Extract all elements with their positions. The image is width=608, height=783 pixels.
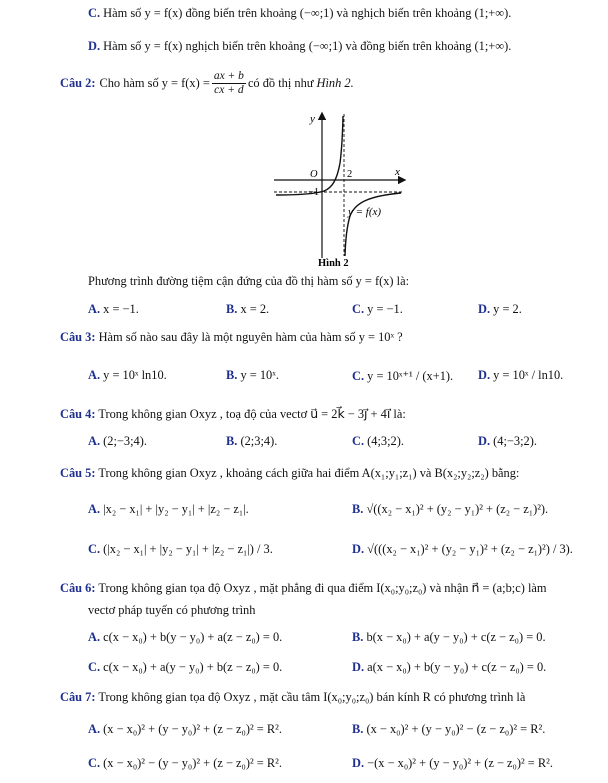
- option-text: x = −1.: [103, 302, 139, 316]
- question-2-option-c: [352, 302, 403, 317]
- option-label: C.: [352, 369, 365, 383]
- question-6-option-a: [88, 630, 282, 645]
- fraction-denominator: cx + d: [214, 84, 244, 96]
- question-2-option-a: [88, 302, 139, 317]
- question-3-option-a: [88, 368, 167, 383]
- question-stem: Trong không gian Oxyz , toạ độ của vectơ u⃗ = 2k⃗ − 3j⃗ + 4i⃗ là:: [98, 407, 406, 421]
- figure-caption: Hình 2: [318, 258, 349, 268]
- option-text: Hàm số y = f(x) nghịch biến trên khoảng (−∞;1) và đồng biến trên khoảng (1;+∞).: [103, 39, 512, 53]
- prev-option-c: [88, 6, 511, 21]
- stem-fraction: [212, 70, 246, 97]
- question-4-option-a: [88, 434, 147, 449]
- question-5-option-b: [352, 502, 548, 517]
- option-text: y = 10ˣ ln10.: [103, 368, 167, 382]
- question-6-stem-line2: vectơ pháp tuyến có phương trình: [88, 603, 256, 617]
- question-7-option-c: [88, 756, 282, 771]
- option-label: D.: [478, 368, 491, 382]
- option-label: C.: [352, 434, 365, 448]
- option-text: (x − x₀)² + (y − y₀)² − (z − z₀)² = R².: [366, 722, 546, 736]
- question-7-option-d: [352, 756, 553, 771]
- question-label: Câu 7:: [60, 690, 96, 704]
- question-5-stem: [60, 466, 519, 481]
- option-text: a(x − x₀) + b(y − y₀) + c(z − z₀) = 0.: [367, 660, 547, 674]
- y-axis-label: y: [310, 113, 315, 125]
- option-text: y = 2.: [493, 302, 522, 316]
- option-label: D.: [88, 39, 101, 53]
- question-label: Câu 5:: [60, 466, 96, 480]
- option-label: A.: [88, 434, 101, 448]
- question-stem-before: Cho hàm số y = f(x) =: [99, 76, 210, 90]
- question-label: Câu 6:: [60, 581, 96, 595]
- question-stem-line1: Trong không gian tọa độ Oxyz , mặt phẳng đi qua điểm I(x₀;y₀;z₀) và nhận n⃗ = (a;b;c) làm: [98, 581, 547, 595]
- option-label: B.: [226, 302, 238, 316]
- option-text: √((x₂ − x₁)² + (y₂ − y₁)² + (z₂ − z₁)²).: [366, 502, 549, 516]
- option-text: (4;−3;2).: [493, 434, 537, 448]
- question-7-option-b: [352, 722, 545, 737]
- question-4-option-d: [478, 434, 537, 449]
- prev-option-d: [88, 39, 511, 54]
- question-3-stem: [60, 330, 403, 345]
- x-axis-label: x: [395, 166, 400, 178]
- option-label: C.: [88, 660, 101, 674]
- option-text: (|x₂ − x₁| + |y₂ − y₁| + |z₂ − z₁|) / 3.: [103, 542, 273, 556]
- question-6-option-b: [352, 630, 546, 645]
- x-tick-label: 2: [347, 169, 353, 180]
- question-2-option-d: [478, 302, 522, 317]
- option-text: y = 10ˣ⁺¹ / (x+1).: [367, 369, 454, 383]
- option-label: C.: [88, 6, 101, 20]
- question-6-stem: [60, 580, 547, 596]
- option-text: y = 10ˣ.: [240, 368, 279, 382]
- function-graph: [270, 108, 410, 268]
- curve-label: y = f(x): [348, 206, 382, 218]
- question-3-option-c: [352, 368, 453, 384]
- question-label: Câu 2:: [60, 76, 96, 90]
- option-label: D.: [478, 302, 491, 316]
- option-label: C.: [88, 756, 101, 770]
- question-stem-after: có đồ thị như: [247, 76, 314, 90]
- option-label: D.: [352, 756, 365, 770]
- option-label: A.: [88, 630, 101, 644]
- option-text: (2;3;4).: [240, 434, 278, 448]
- option-label: B.: [352, 630, 364, 644]
- question-5-option-a: [88, 502, 249, 517]
- option-text: −(x − x₀)² + (y − y₀)² + (z − z₀)² = R².: [367, 756, 553, 770]
- question-stem: Hàm số nào sau đây là một nguyên hàm của hàm số y = 10ˣ ?: [98, 330, 403, 344]
- question-3-option-b: [226, 368, 279, 383]
- origin-label: O: [310, 169, 318, 180]
- fraction-numerator: ax + b: [213, 70, 244, 82]
- question-5-option-c: [88, 542, 273, 557]
- option-label: B.: [352, 722, 364, 736]
- option-text: |x₂ − x₁| + |y₂ − y₁| + |z₂ − z₁|.: [103, 502, 249, 516]
- option-label: D.: [478, 434, 491, 448]
- option-label: D.: [352, 542, 365, 556]
- option-text: √(((x₂ − x₁)² + (y₂ − y₁)² + (z₂ − z₁)²) / 3).: [367, 542, 573, 556]
- question-6-option-c: [88, 660, 282, 675]
- y-tick-label: −1: [308, 187, 320, 198]
- option-label: B.: [226, 434, 238, 448]
- question-2-stem: [60, 70, 354, 97]
- question-4-stem: [60, 406, 406, 422]
- option-label: A.: [88, 502, 101, 516]
- question-2-prompt: Phương trình đường tiệm cận đứng của đồ thị hàm số y = f(x) là:: [88, 274, 410, 288]
- question-label: Câu 3:: [60, 330, 96, 344]
- question-stem: Trong không gian Oxyz , khoảng cách giữa hai điểm A(x₁;y₁;z₁) và B(x₂;y₂;z₂) bằng:: [98, 466, 520, 480]
- question-label: Câu 4:: [60, 407, 96, 421]
- figure-reference: Hình 2.: [316, 76, 354, 90]
- option-text: x = 2.: [240, 302, 270, 316]
- question-4-option-c: [352, 434, 404, 449]
- option-text: (2;−3;4).: [103, 434, 147, 448]
- option-label: A.: [88, 368, 101, 382]
- option-text: b(x − x₀) + a(y − y₀) + c(z − z₀) = 0.: [366, 630, 546, 644]
- question-7-option-a: [88, 722, 282, 737]
- question-6-option-d: [352, 660, 546, 675]
- option-label: B.: [352, 502, 364, 516]
- option-text: c(x − x₀) + b(y − y₀) + a(z − z₀) = 0.: [103, 630, 283, 644]
- option-label: D.: [352, 660, 365, 674]
- question-stem: Trong không gian tọa độ Oxyz , mặt cầu tâm I(x₀;y₀;z₀) bán kính R có phương trình là: [98, 690, 526, 704]
- question-2-option-b: [226, 302, 269, 317]
- option-text: c(x − x₀) + a(y − y₀) + b(z − z₀) = 0.: [103, 660, 283, 674]
- option-text: (x − x₀)² + (y − y₀)² + (z − z₀)² = R².: [103, 722, 282, 736]
- option-label: A.: [88, 302, 101, 316]
- question-7-stem: [60, 690, 525, 705]
- question-3-option-d: [478, 368, 563, 383]
- option-text: y = −1.: [367, 302, 403, 316]
- option-text: Hàm số y = f(x) đồng biến trên khoảng (−∞;1) và nghịch biến trên khoảng (1;+∞).: [103, 6, 512, 20]
- curve-right-branch: [345, 193, 401, 256]
- option-text: (4;3;2).: [367, 434, 404, 448]
- option-label: C.: [352, 302, 365, 316]
- curve-left-branch: [276, 116, 343, 195]
- question-4-option-b: [226, 434, 277, 449]
- option-label: A.: [88, 722, 101, 736]
- option-text: y = 10ˣ / ln10.: [493, 368, 564, 382]
- option-label: C.: [88, 542, 101, 556]
- option-text: (x − x₀)² − (y − y₀)² + (z − z₀)² = R².: [103, 756, 282, 770]
- option-label: B.: [226, 368, 238, 382]
- question-5-option-d: [352, 542, 573, 557]
